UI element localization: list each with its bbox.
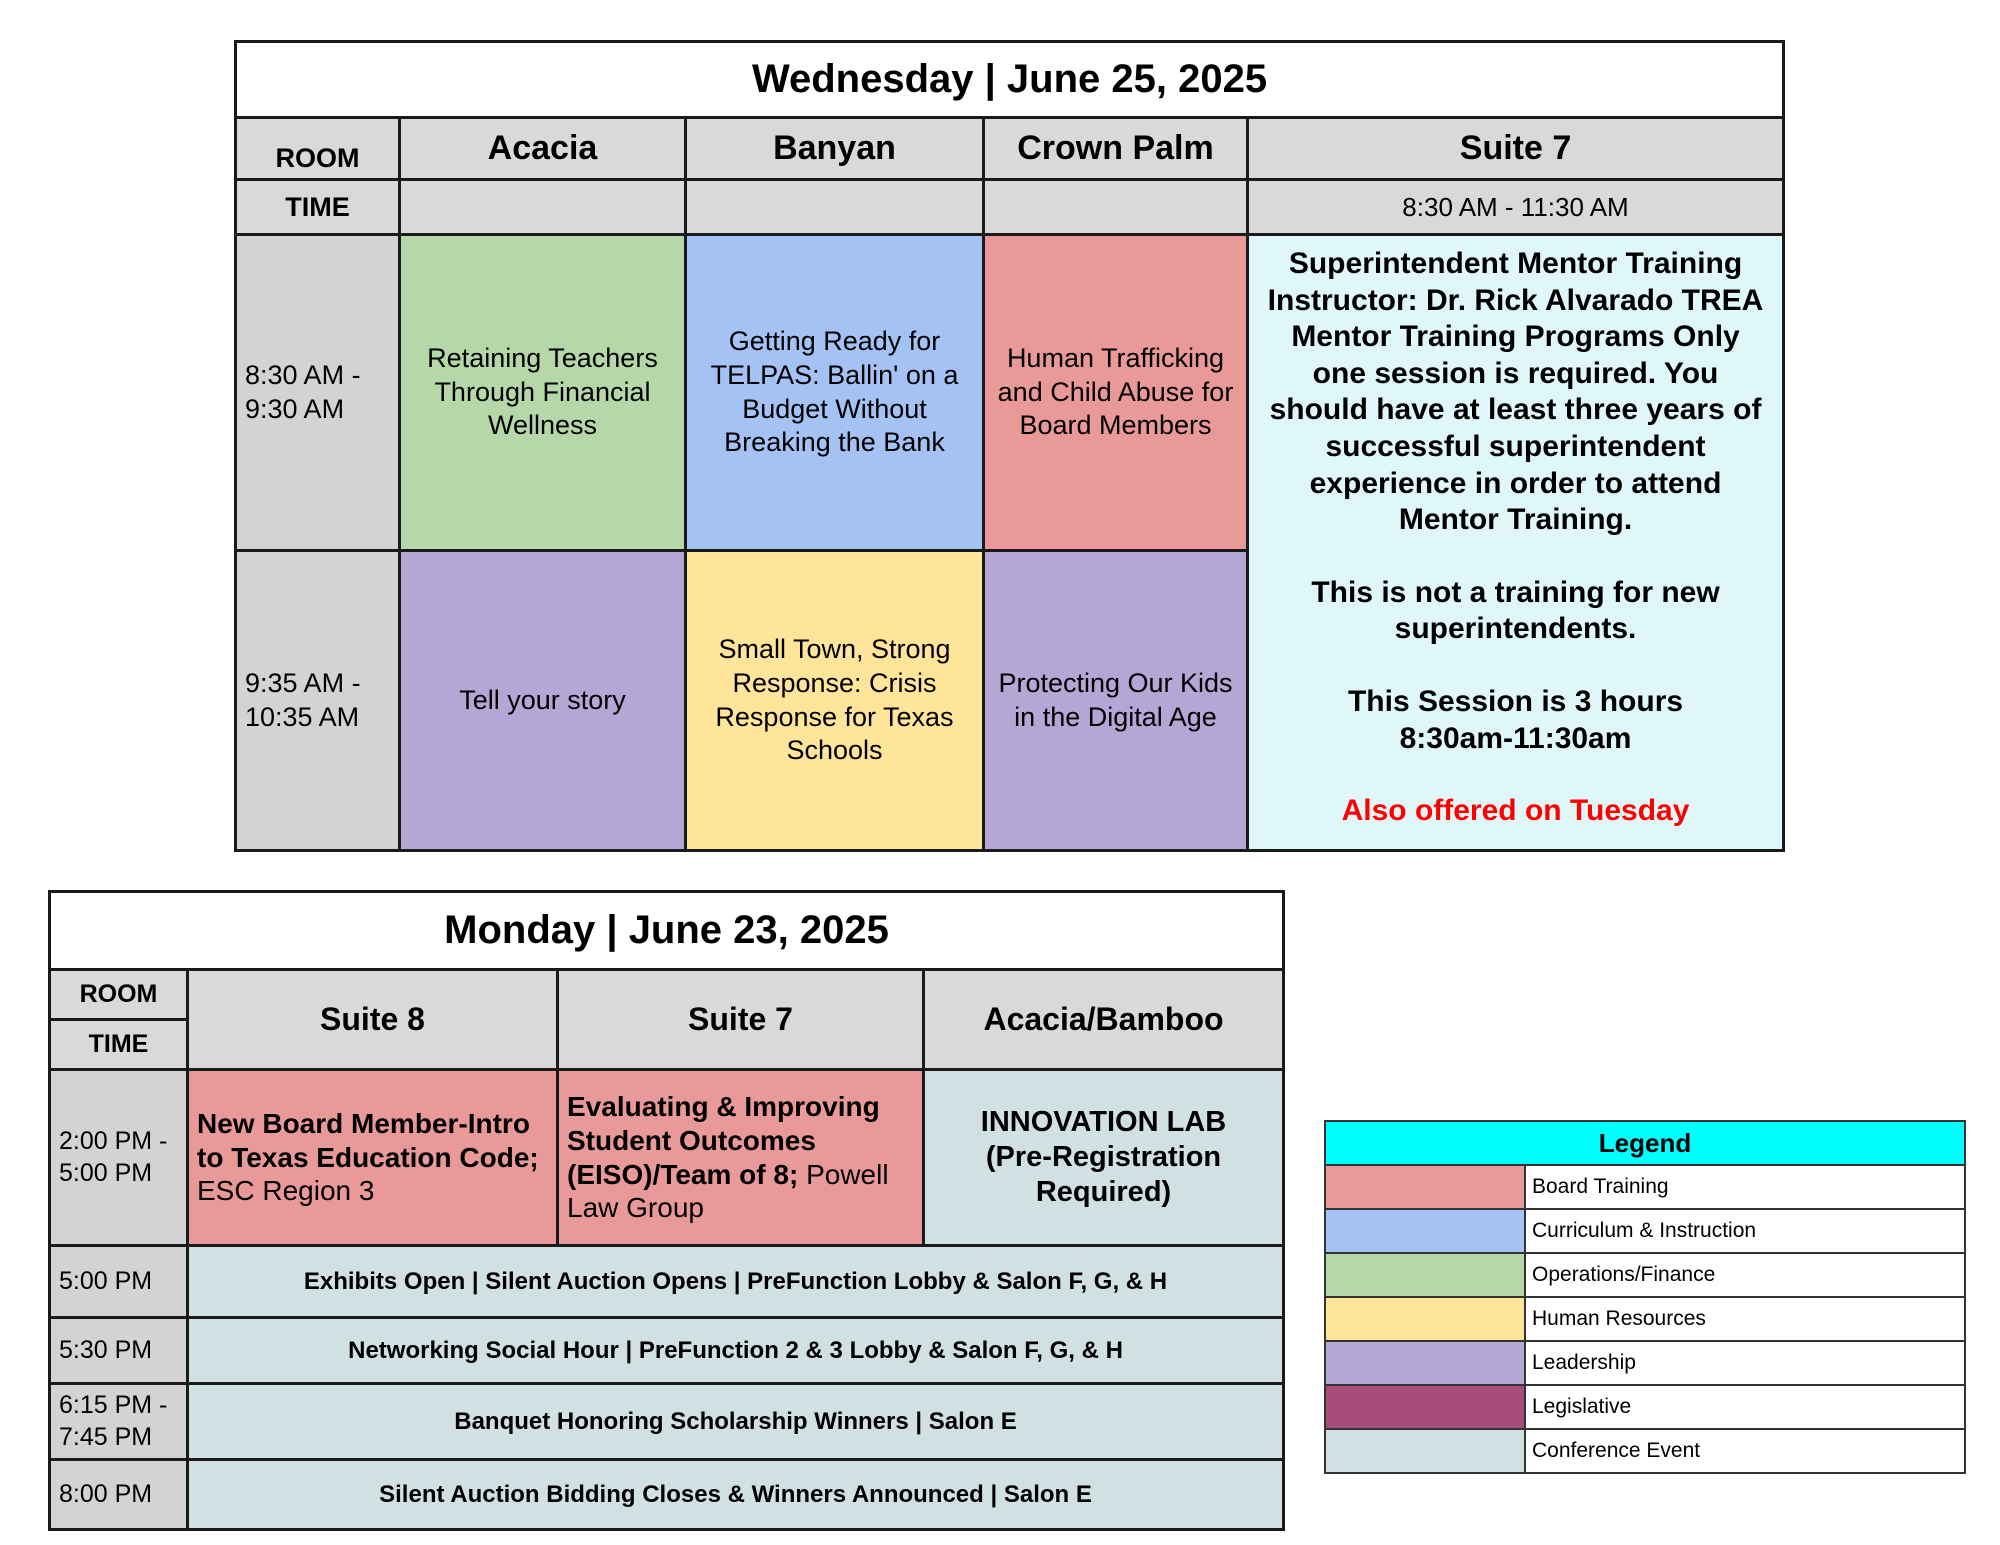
legend-label: Conference Event (1525, 1429, 1965, 1473)
innovation-lab: INNOVATION LAB (Pre-Registration Required) (924, 1070, 1284, 1246)
room-label: ROOM (50, 970, 188, 1020)
session-suite-7 (558, 1070, 924, 1246)
room-acacia: Acacia (400, 118, 686, 180)
session-acacia-1: Retaining Teachers Through Financial Wellness (400, 235, 686, 551)
wednesday-schedule-table (234, 40, 1785, 852)
event-time: 5:00 PM (50, 1246, 188, 1318)
legend-swatch-curriculum (1325, 1209, 1525, 1253)
legend-swatch-human-resources (1325, 1297, 1525, 1341)
time-suite-7: 8:30 AM - 11:30 AM (1248, 180, 1784, 235)
legend-table (1324, 1120, 1966, 1474)
mentor-duration: This Session is 3 hours (1347, 684, 1684, 718)
event-time: 5:30 PM (50, 1318, 188, 1384)
time-acacia (400, 180, 686, 235)
legend-swatch-conference-event (1325, 1429, 1525, 1473)
event-time: 8:00 PM (50, 1460, 188, 1530)
mentor-hours: 8:30am-11:30am (1399, 721, 1632, 755)
legend-label: Curriculum & Instruction (1525, 1209, 1965, 1253)
session-presenter: ESC Region 3 (197, 1175, 375, 1207)
slot-time: 8:30 AM - 9:30 AM (236, 235, 400, 551)
session-crown-palm-1: Human Trafficking and Child Abuse for Board Members (984, 235, 1248, 551)
session-title: Evaluating & Improving Student Outcomes (EISO)/Team of 8; (567, 1091, 880, 1190)
legend-swatch-leadership (1325, 1341, 1525, 1385)
mentor-description: Superintendent Mentor Training Instructor: Dr. Rick Alvarado TREA Mentor Training Programs Only one session is required. You should have at least three years of successful superintendent experience in order to attend Mentor Training. (1267, 247, 1764, 537)
room-suite-8: Suite 8 (188, 970, 558, 1070)
room-crown-palm: Crown Palm (984, 118, 1248, 180)
time-crown-palm (984, 180, 1248, 235)
event-text: Banquet Honoring Scholarship Winners | Salon E (188, 1384, 1284, 1460)
time-label: TIME (236, 180, 400, 235)
room-acacia-bamboo: Acacia/Bamboo (924, 970, 1284, 1070)
wednesday-title: Wednesday | June 25, 2025 (236, 42, 1784, 118)
legend-swatch-operations (1325, 1253, 1525, 1297)
event-text: Networking Social Hour | PreFunction 2 & 3 Lobby & Salon F, G, & H (188, 1318, 1284, 1384)
session-acacia-2: Tell your story (400, 551, 686, 851)
mentor-also-offered: Also offered on Tuesday (1341, 794, 1690, 828)
session-presenter: Powell Law Group (567, 1158, 889, 1224)
session-title: New Board Member-Intro to Texas Education Code; (197, 1108, 539, 1173)
mentor-training-session (1248, 235, 1784, 851)
room-suite-7: Suite 7 (1248, 118, 1784, 180)
mentor-not-new: This is not a training for new superintendents. (1311, 575, 1720, 646)
legend-swatch-board-training (1325, 1165, 1525, 1209)
event-time: 6:15 PM - 7:45 PM (50, 1384, 188, 1460)
session-banyan-1: Getting Ready for TELPAS: Ballin' on a Budget Without Breaking the Bank (686, 235, 984, 551)
legend-title: Legend (1325, 1121, 1965, 1165)
time-label: TIME (50, 1020, 188, 1070)
room-banyan: Banyan (686, 118, 984, 180)
legend-label: Leadership (1525, 1341, 1965, 1385)
legend-label: Operations/Finance (1525, 1253, 1965, 1297)
event-text: Silent Auction Bidding Closes & Winners Announced | Salon E (188, 1460, 1284, 1530)
slot-time: 9:35 AM - 10:35 AM (236, 551, 400, 851)
monday-schedule-table (48, 890, 1285, 1531)
legend-label: Human Resources (1525, 1297, 1965, 1341)
slot-time: 2:00 PM - 5:00 PM (50, 1070, 188, 1246)
session-crown-palm-2: Protecting Our Kids in the Digital Age (984, 551, 1248, 851)
legend-swatch-legislative (1325, 1385, 1525, 1429)
legend-label: Board Training (1525, 1165, 1965, 1209)
monday-title: Monday | June 23, 2025 (50, 892, 1284, 970)
room-suite-7: Suite 7 (558, 970, 924, 1070)
legend-label: Legislative (1525, 1385, 1965, 1429)
time-banyan (686, 180, 984, 235)
room-label: ROOM (236, 118, 400, 180)
event-text: Exhibits Open | Silent Auction Opens | PreFunction Lobby & Salon F, G, & H (188, 1246, 1284, 1318)
session-suite-8 (188, 1070, 558, 1246)
session-banyan-2: Small Town, Strong Response: Crisis Response for Texas Schools (686, 551, 984, 851)
